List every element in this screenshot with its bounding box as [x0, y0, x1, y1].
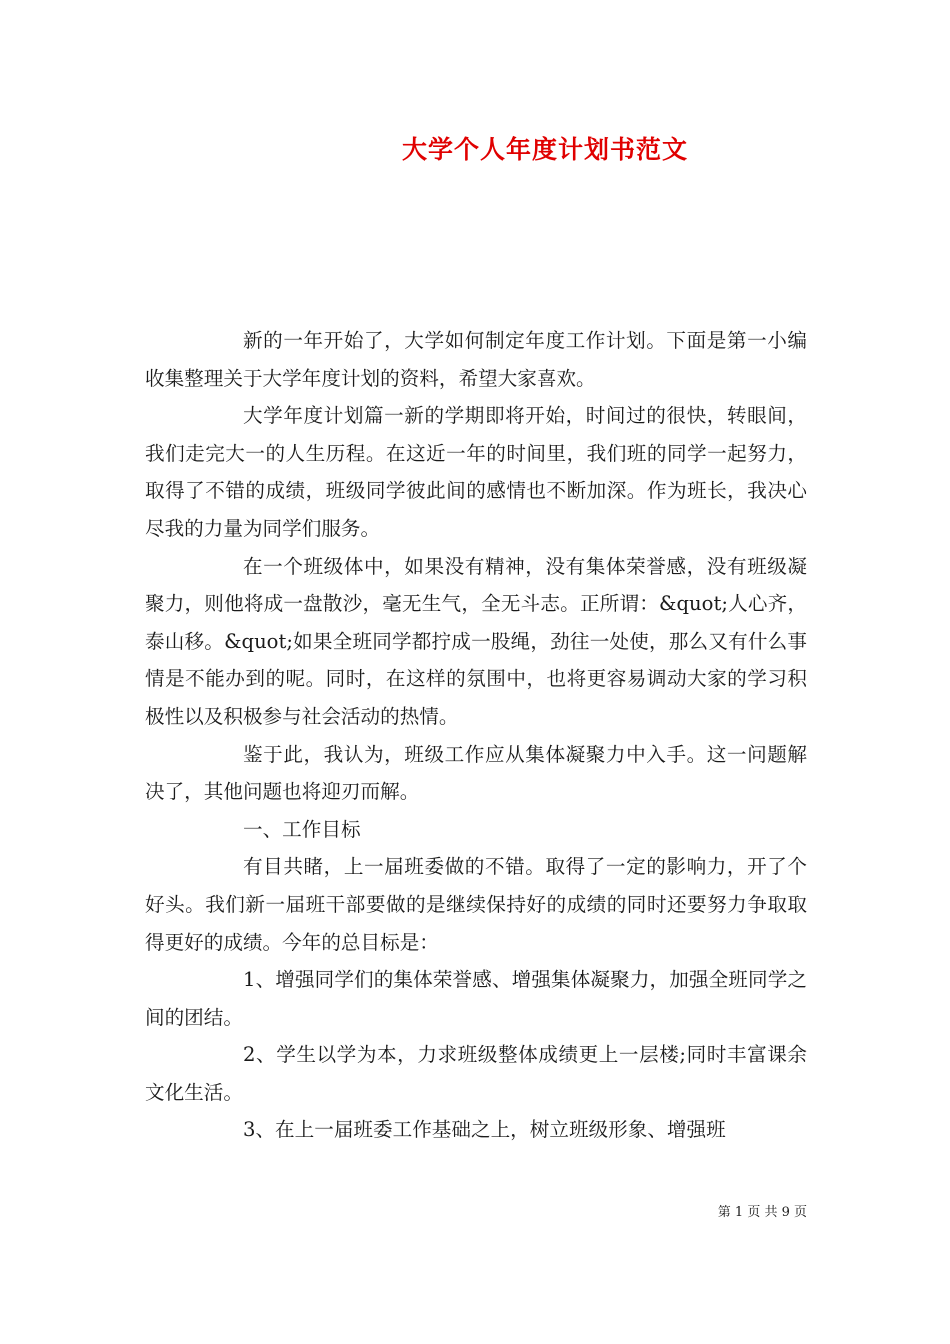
- page-number-footer: 第 1 页 共 9 页: [717, 1205, 807, 1220]
- section-heading-goals: 一、工作目标: [243, 817, 361, 841]
- document-body: [145, 322, 807, 1149]
- list-item-goal-2: 2、学生以学为本，力求班级整体成绩更上一层楼;同时丰富课余文化生活。: [145, 1043, 807, 1104]
- document-title: 大学个人年度计划书范文: [401, 135, 688, 164]
- paragraph-plan-one: 大学年度计划篇一新的学期即将开始，时间过的很快，转眼间，我们走完大一的人生历程。在这近一年的时间里，我们班的同学一起努力，取得了不错的成绩，班级同学彼此间的感情也不断加深。作为班长，我决心尽我的力量为同学们服务。: [145, 404, 807, 540]
- list-item-goal-1: 1、增强同学们的集体荣誉感、增强集体凝聚力，加强全班同学之间的团结。: [145, 968, 807, 1029]
- paragraph-conclusion: 鉴于此，我认为，班级工作应从集体凝聚力中入手。这一问题解决了，其他问题也将迎刃而解。: [145, 742, 807, 804]
- paragraph-class-spirit: 在一个班级体中，如果没有精神，没有集体荣誉感，没有班级凝聚力，则他将成一盘散沙，毫无生气，全无斗志。正所谓：&quot;人心齐，泰山移。&quot;如果全班同学都拧成一股绳，劲往一处使，那么又有什么事情是不能办到的呢。同时，在这样的氛围中，也将更容易调动大家的学习积极性以及积极参与社会活动的热情。: [145, 554, 807, 728]
- paragraph-intro: 新的一年开始了，大学如何制定年度工作计划。下面是第一小编收集整理关于大学年度计划的资料，希望大家喜欢。: [145, 329, 807, 390]
- paragraph-goals-intro: 有目共睹，上一届班委做的不错。取得了一定的影响力，开了个好头。我们新一届班干部要做的是继续保持好的成绩的同时还要努力争取取得更好的成绩。今年的总目标是：: [145, 855, 807, 954]
- list-item-goal-3: 3、在上一届班委工作基础之上，树立班级形象、增强班: [243, 1118, 726, 1142]
